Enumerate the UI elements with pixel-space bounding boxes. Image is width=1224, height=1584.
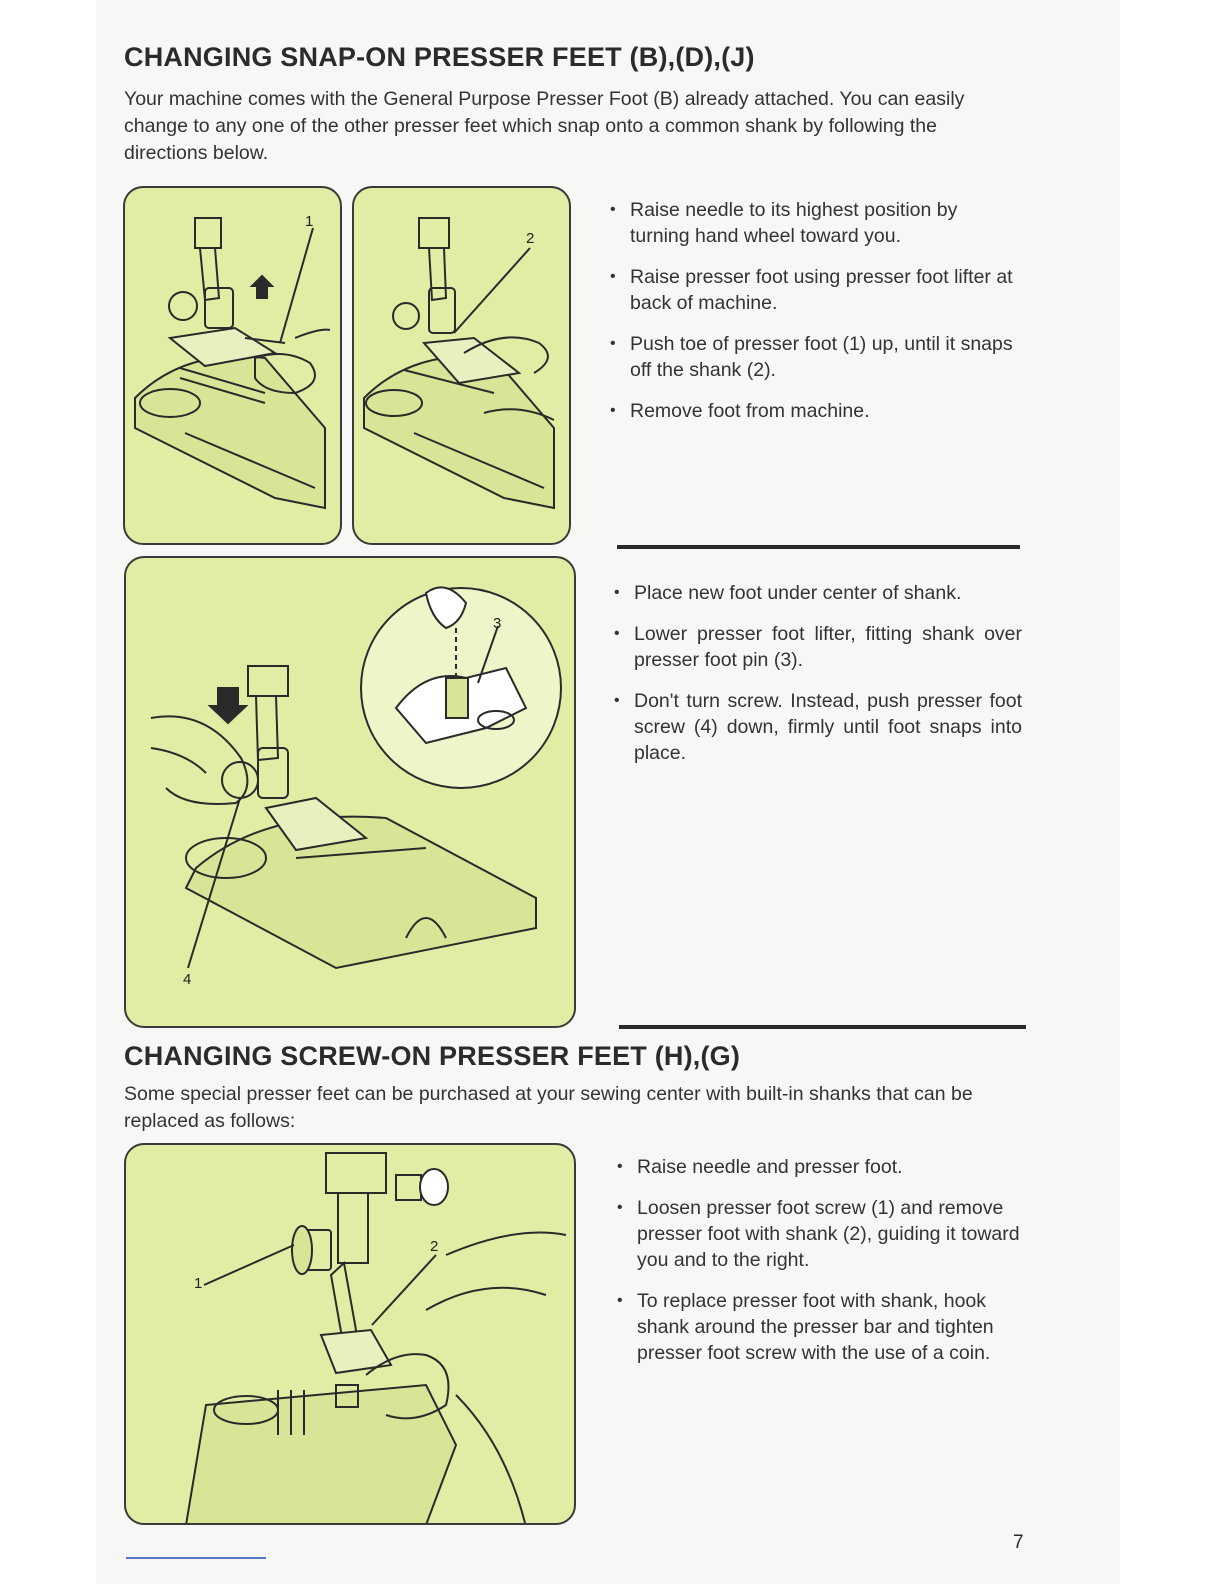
attach-step-1: • Place new foot under center of shank. <box>614 580 1022 606</box>
attach-step-2: • Lower presser foot lifter, fitting shank over presser foot pin (3). <box>614 621 1022 673</box>
illustration-screw-on-foot <box>126 1145 576 1525</box>
screw-on-step-3: • To replace presser foot with shank, hook shank around the presser bar and tighten presser foot screw with the use of a coin. <box>617 1288 1025 1366</box>
section-intro-snap-on: Your machine comes with the General Purpose Presser Foot (B) already attached. You can easily change to any one of the other presser feet which snap onto a common shank by following the directions below. <box>124 88 965 164</box>
illustration-foot-removed <box>354 188 571 545</box>
fig-label-2: 2 <box>526 230 535 247</box>
remove-step-3: • Push toe of presser foot (1) up, until it snaps off the shank (2). <box>610 331 1020 383</box>
illustration-attach-foot <box>126 558 576 1028</box>
figure-attach-foot <box>124 556 576 1028</box>
section-divider-2 <box>619 1025 1026 1029</box>
fig-label-4: 4 <box>183 971 192 988</box>
illustration-remove-foot <box>125 188 342 545</box>
fig-label-3: 3 <box>493 615 502 632</box>
screw-on-step-1: • Raise needle and presser foot. <box>617 1154 1025 1180</box>
attach-foot-steps <box>614 580 1022 781</box>
remove-foot-steps <box>610 197 1020 439</box>
section-intro-screw-on: Some special presser feet can be purchased at your sewing center with built-in shanks that can be replaced as follows: <box>124 1083 973 1132</box>
fig-label-screw: 1 <box>194 1275 203 1292</box>
fig-label-1: 1 <box>305 213 314 230</box>
section-title-screw-on: CHANGING SCREW-ON PRESSER FEET (H),(G) <box>124 1041 741 1071</box>
figure-foot-removed <box>352 186 571 545</box>
screw-on-step-2: • Loosen presser foot screw (1) and remove presser foot with shank (2), guiding it toward you and to the right. <box>617 1195 1025 1273</box>
screw-on-steps <box>617 1154 1025 1381</box>
fig-label-shank: 2 <box>430 1238 439 1255</box>
remove-step-2: • Raise presser foot using presser foot lifter at back of machine. <box>610 264 1020 316</box>
figure-screw-on-foot <box>124 1143 576 1525</box>
section-title-snap-on: CHANGING SNAP-ON PRESSER FEET (B),(D),(J) <box>124 42 755 72</box>
bottom-link-underline[interactable] <box>126 1557 266 1559</box>
section-divider <box>617 545 1020 549</box>
remove-step-1: • Raise needle to its highest position by turning hand wheel toward you. <box>610 197 1020 249</box>
attach-step-3: • Don't turn screw. Instead, push presser foot screw (4) down, firmly until foot snaps into place. <box>614 688 1022 766</box>
page-number: 7 <box>1013 1532 1024 1553</box>
remove-step-4: • Remove foot from machine. <box>610 398 1020 424</box>
figure-remove-foot <box>123 186 342 545</box>
